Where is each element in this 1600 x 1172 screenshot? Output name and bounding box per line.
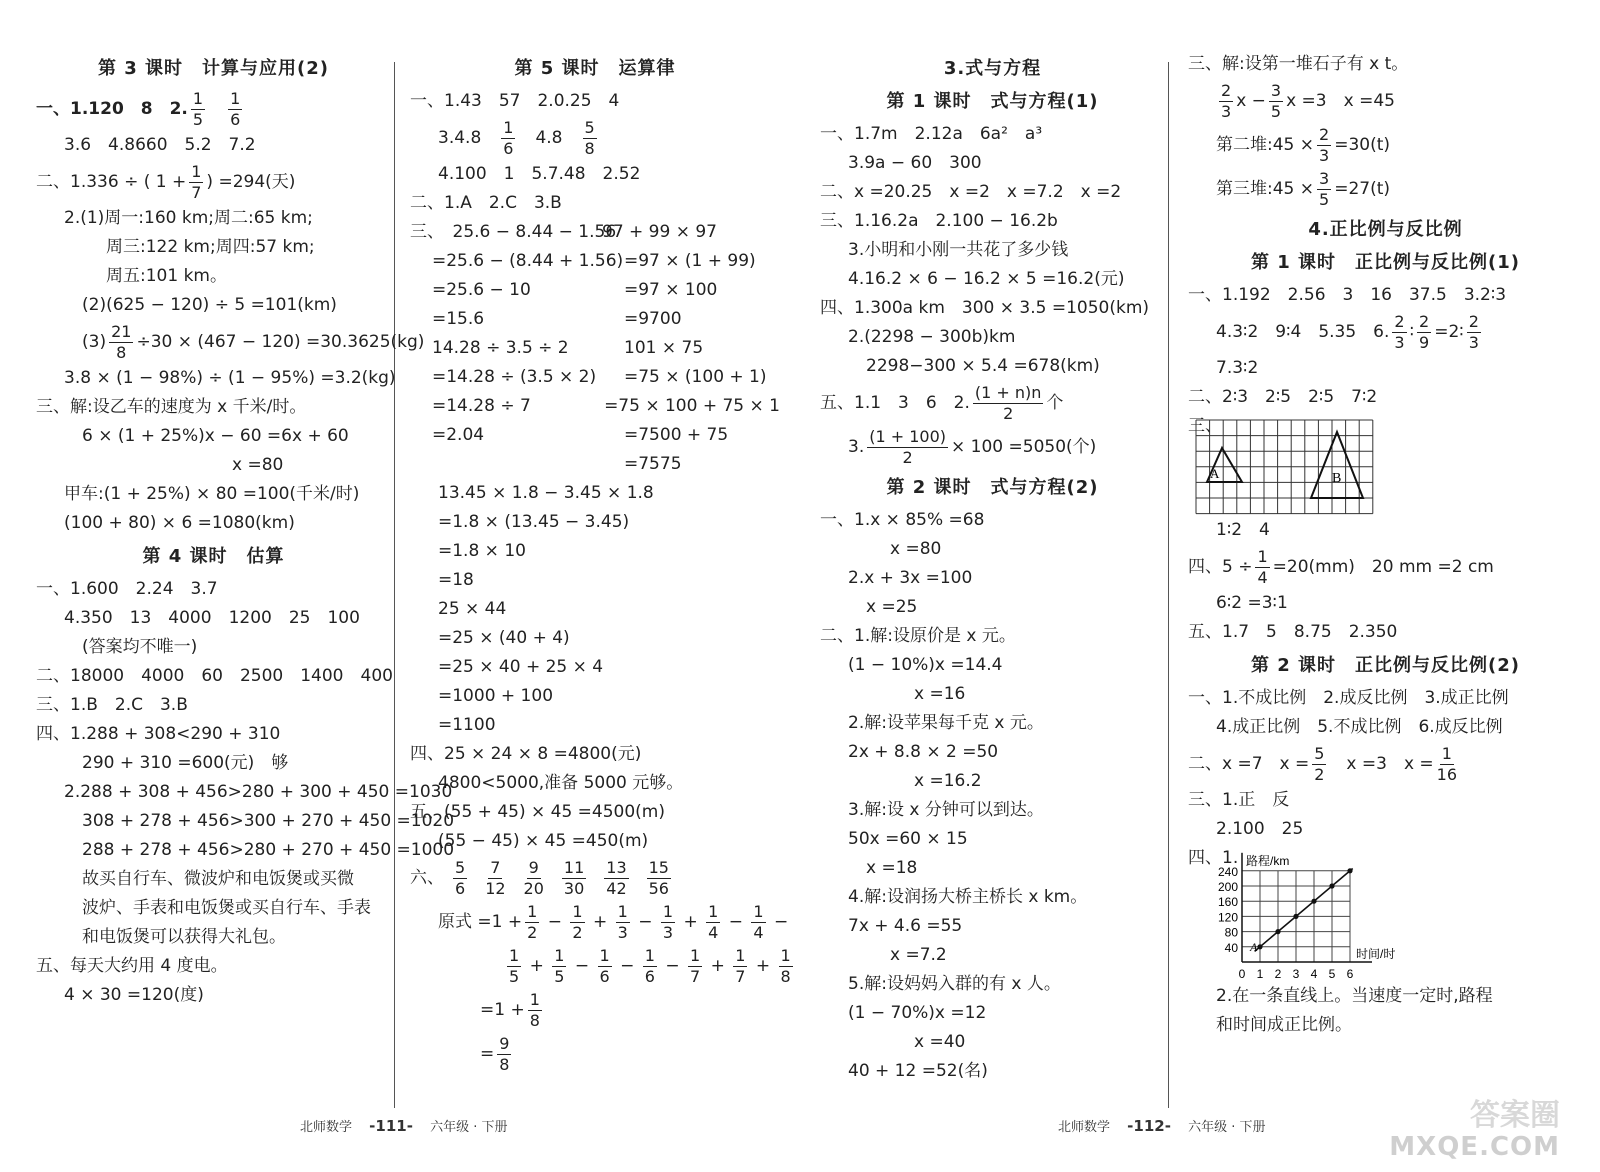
fraction: $\frac{1}{6}$ — [599, 945, 610, 986]
fraction: $\frac{7}{12}$ — [485, 857, 506, 898]
answer-line: 四、5 ÷ $\frac{1}{4}$ =20(mm) 20 mm =2 cm — [1188, 546, 1494, 587]
y-tick-label: 240 — [1217, 864, 1238, 879]
answer-line: 二、1.336 ÷ ( 1 + $\frac{1}{7}$ ) =294(天) — [36, 161, 296, 202]
fraction: $\frac{9}{20}$ — [523, 857, 544, 898]
answer-line: 一、1.192 2.56 3 16 37.5 3.2∶3 — [1188, 285, 1507, 305]
answer-line: 3.解:设 x 分钟可以到达。 — [848, 800, 1044, 820]
answer-line: 7x + 4.6 =55 — [848, 916, 963, 936]
data-point — [1257, 944, 1262, 949]
answer-line: 一、1.7m 2.12a 6a² a³ — [820, 124, 1043, 144]
page-footer-left — [300, 1116, 507, 1135]
x-tick-label: 6 — [1346, 967, 1354, 981]
answer-line: 2.100 25 — [1216, 819, 1304, 839]
answer-line: 3.8 × (1 − 98%) ÷ (1 − 95%) =3.2(kg) — [64, 368, 396, 388]
answer-line: 4.成正比例 5.不成比例 6.成反比例 — [1216, 717, 1503, 737]
answer-line: x =18 — [866, 858, 918, 878]
answer-line: =25 × 40 + 25 × 4 — [438, 657, 604, 677]
section-heading: 第 2 课时 正比例与反比例(2) — [1250, 655, 1521, 676]
answer-line: 2.(1)周一:160 km;周二:65 km; — [64, 208, 313, 228]
answer-line: 三、解:设乙车的速度为 x 千米/时。 — [36, 397, 307, 417]
answer-line: =1.8 × 10 — [438, 541, 526, 561]
calc-left — [410, 450, 624, 479]
answer-line: 原式 =1 + $\frac{1}{2}$ − $\frac{1}{2}$ + $\frac{1}{3}$ − $\frac{1}{3}$ + $\frac{1}{4}$ − $\frac{1}{4}$ − — [438, 901, 789, 942]
calc-row — [410, 392, 780, 421]
answer-line: 4 × 30 =120(度) — [64, 985, 204, 1005]
fraction: $\frac{1}{2}$ — [572, 901, 583, 942]
y-axis-label: 路程/km — [1246, 853, 1290, 868]
answer-line: 4.350 13 4000 1200 25 100 — [64, 608, 360, 628]
answer-line: 二、1.A 2.C 3.B — [410, 193, 562, 213]
calc-row — [410, 450, 780, 479]
answer-line: 四、1.300a km 300 × 3.5 =1050(km) — [820, 298, 1150, 318]
section-heading: 第 1 课时 正比例与反比例(1) — [1250, 252, 1521, 273]
calc-left: =25.6 − (8.44 + 1.56) — [432, 251, 624, 271]
answer-line: 三、1.16.2a 2.100 − 16.2b — [820, 211, 1058, 231]
calc-right: =7500 + 75 — [624, 425, 729, 445]
fraction: $\frac{1}{3}$ — [662, 901, 674, 942]
footer-grade: 六年级 · 下册 — [430, 1120, 508, 1135]
answer-line: 4.16.2 × 6 − 16.2 × 5 =16.2(元) — [848, 269, 1125, 289]
fraction: $\frac{1}{7}$ — [735, 945, 746, 986]
calc-right: 97 + 99 × 97 — [602, 222, 717, 242]
calculation-grid — [410, 218, 780, 479]
answer-line: (答案均不唯一) — [82, 637, 198, 657]
answer-line: 五、(55 + 45) × 45 =4500(m) — [410, 802, 665, 822]
chapter-heading: 3.式与方程 — [943, 58, 1042, 79]
answer-line: 2.解:设苹果每千克 x 元。 — [848, 713, 1044, 733]
answer-line: 4800<5000,准备 5000 元够。 — [438, 773, 684, 793]
data-point — [1293, 914, 1298, 919]
line-chart-question: 四、1. 240 200 160 120 80 40 0 1 2 3 4 5 6 路程/km 时间/时 A — [1188, 844, 1583, 982]
answer-line: 第三堆:45 × $\frac{3}{5}$ =27(t) — [1216, 168, 1391, 209]
section-heading: 第 3 课时 计算与应用(2) — [97, 58, 330, 79]
answer-line: 一、1.不成比例 2.成反比例 3.成正比例 — [1188, 688, 1509, 708]
column-divider — [394, 62, 395, 1108]
calc-right: =75 × 100 + 75 × 1 — [604, 396, 780, 416]
x-tick-label: 5 — [1328, 967, 1336, 981]
triangle-grid-question: 三、 A B — [1188, 412, 1583, 516]
answer-line: 和电饭煲可以获得大礼包。 — [82, 927, 286, 947]
x-axis-label: 时间/时 — [1356, 947, 1396, 961]
answer-line: 五、1.7 5 8.75 2.350 — [1188, 622, 1398, 642]
y-tick-label: 160 — [1217, 895, 1238, 910]
fraction: $\frac{1}{4}$ — [708, 901, 719, 942]
answer-line: (3) $\frac{21}{8}$ ÷30 × (467 − 120) =30.3625(kg) — [82, 321, 425, 362]
answer-line: 4.3∶2 9∶4 5.35 6. $\frac{2}{3}$ ∶ $\frac{2}{9}$ =2∶ $\frac{2}{3}$ — [1216, 311, 1479, 352]
answer-line: 六、 $\frac{5}{6}$ $\frac{7}{12}$ $\frac{9}{20}$ $\frac{11}{30}$ $\frac{13}{42}$ $\frac{15}{56}$ — [410, 857, 669, 898]
fraction: $\frac{1}{5}$ — [509, 945, 520, 986]
y-tick-label: 120 — [1217, 910, 1238, 925]
answer-line — [410, 944, 791, 988]
answer-line: 2298−300 × 5.4 =678(km) — [866, 356, 1100, 376]
triangle-grid — [1192, 416, 1378, 516]
fraction: $\frac{1}{2}$ — [527, 901, 538, 942]
chapter-heading: 4.正比例与反比例 — [1308, 219, 1463, 240]
triangle-b-label: B — [1332, 471, 1342, 486]
answer-line: 二、1.解:设原价是 x 元。 — [820, 626, 1016, 646]
x-tick-label: 0 — [1238, 967, 1246, 981]
y-tick-label: 40 — [1224, 940, 1238, 955]
answer-line: 2.x + 3x =100 — [848, 568, 973, 588]
triangle-a-label: A — [1210, 466, 1220, 481]
column-divider — [1168, 62, 1169, 1108]
answer-line: x =80 — [232, 455, 284, 475]
calc-left: =14.28 ÷ 7 — [432, 396, 531, 416]
calc-right: =97 × (1 + 99) — [624, 251, 756, 271]
data-point — [1311, 899, 1316, 904]
data-point — [1275, 929, 1280, 934]
answer-line: x =7.2 — [890, 945, 947, 965]
answer-line: 4.解:设润扬大桥主桥长 x km。 — [848, 887, 1088, 907]
answer-line: 故买自行车、微波炉和电饭煲或买微 — [82, 869, 354, 889]
data-point — [1329, 883, 1334, 888]
answer-line: 13.45 × 1.8 − 3.45 × 1.8 — [438, 483, 654, 503]
footer-subject: 北师数学 — [1058, 1120, 1111, 1135]
calc-row — [410, 305, 780, 334]
operator: − — [569, 956, 595, 976]
answer-line: 甲车:(1 + 25%) × 80 =100(千米/时) — [64, 484, 360, 504]
point-label: A — [1250, 939, 1258, 954]
calc-left: =2.04 — [432, 425, 485, 445]
footer-grade: 六年级 · 下册 — [1188, 1120, 1266, 1135]
distance-time-chart — [1196, 846, 1446, 982]
calc-left: 14.28 ÷ 3.5 ÷ 2 — [432, 338, 569, 358]
fraction: $\frac{1}{8}$ — [780, 945, 791, 986]
answer-line: $\frac{2}{3}$ x − $\frac{3}{5}$ x =3 x =45 — [1221, 80, 1395, 121]
answer-line: (2)(625 − 120) ÷ 5 =101(km) — [82, 295, 337, 315]
answer-line: 三、1.B 2.C 3.B — [36, 695, 188, 715]
answer-column-4 — [1188, 50, 1583, 1040]
answer-line: 40 + 12 =52(名) — [848, 1061, 988, 1081]
answer-line: 2.(2298 − 300b)km — [848, 327, 1016, 347]
answer-line: 四、25 × 24 × 8 =4800(元) — [410, 744, 642, 764]
answer-line: 5.解:设妈妈入群的有 x 人。 — [848, 974, 1061, 994]
x-tick-label: 3 — [1292, 967, 1300, 981]
answer-line: 50x =60 × 15 — [848, 829, 968, 849]
answer-line: =18 — [438, 570, 474, 590]
answer-line: 288 + 278 + 456>280 + 270 + 450 =1000 — [82, 840, 455, 860]
answer-line: x =80 — [890, 539, 942, 559]
answer-line: 和时间成正比例。 — [1216, 1015, 1352, 1035]
calc-right: =7575 — [624, 454, 682, 474]
answer-line: 3.4.8 $\frac{1}{6}$ 4.8 $\frac{5}{8}$ — [438, 117, 595, 158]
answer-line: 6 × (1 + 25%)x − 60 =6x + 60 — [82, 426, 349, 446]
x-tick-label: 2 — [1274, 967, 1282, 981]
operator: − — [614, 956, 640, 976]
answer-line: 7.3∶2 — [1216, 358, 1259, 378]
calc-right: 101 × 75 — [624, 338, 704, 358]
calc-row — [410, 218, 780, 247]
answer-line: = $\frac{9}{8}$ — [480, 1033, 510, 1074]
operator: + — [678, 912, 704, 932]
calc-row — [410, 247, 780, 276]
answer-line: (55 − 45) × 45 =450(m) — [438, 831, 649, 851]
operator: − — [659, 956, 685, 976]
section-heading: 第 5 课时 运算律 — [514, 58, 676, 79]
answer-line: 1∶2 4 — [1216, 520, 1270, 540]
calc-left: =14.28 ÷ (3.5 × 2) — [432, 367, 597, 387]
calc-row — [410, 363, 780, 392]
answer-line: x =25 — [866, 597, 918, 617]
footer-subject: 北师数学 — [300, 1120, 353, 1135]
answer-line: 周五:101 km。 — [106, 266, 227, 286]
section-heading: 第 4 课时 估算 — [142, 546, 285, 567]
answer-line: =1000 + 100 — [438, 686, 554, 706]
section-heading: 第 2 课时 式与方程(2) — [886, 477, 1099, 498]
answer-line: 一、1.x × 85% =68 — [820, 510, 985, 530]
answer-line: x =40 — [914, 1032, 966, 1052]
answer-column-3 — [820, 50, 1165, 1086]
answer-line: 二、x =7 x = $\frac{5}{2}$ x =3 x = $\frac{1}{16}$ — [1188, 743, 1458, 784]
calc-left: 三、 25.6 − 8.44 − 1.56 — [410, 222, 617, 242]
operator: + — [705, 956, 731, 976]
x-tick-label: 1 — [1256, 967, 1264, 981]
calc-right: =9700 — [624, 309, 682, 329]
answer-line: 三、1.正 反 — [1188, 790, 1290, 810]
answer-line: 3.小明和小刚一共花了多少钱 — [848, 240, 1069, 260]
operator: − — [632, 912, 658, 932]
answer-line: (1 − 10%)x =14.4 — [848, 655, 1003, 675]
answer-line: 290 + 310 =600(元) 够 — [82, 753, 289, 773]
data-point — [1347, 868, 1352, 873]
fraction: $\frac{1}{5}$ — [554, 945, 565, 986]
answer-line: 2.在一条直线上。当速度一定时,路程 — [1216, 986, 1493, 1006]
answer-line: =25 × (40 + 4) — [438, 628, 570, 648]
fraction: $\frac{1}{6}$ — [644, 945, 655, 986]
x-tick-label: 4 — [1310, 967, 1318, 981]
answer-line: 四、1.288 + 308<290 + 310 — [36, 724, 281, 744]
fraction: $\frac{1}{7}$ — [690, 945, 701, 986]
operator: + — [587, 912, 613, 932]
answer-line: 308 + 278 + 456>300 + 270 + 450 =1020 — [82, 811, 455, 831]
answer-column-1 — [36, 50, 455, 1010]
answer-line: 一、1.43 57 2.0.25 4 — [410, 91, 620, 111]
answer-line: 三、解:设第一堆石子有 x t。 — [1188, 54, 1409, 74]
answer-line: 第二堆:45 × $\frac{2}{3}$ =30(t) — [1216, 124, 1391, 165]
answer-line: 五、每天大约用 4 度电。 — [36, 956, 228, 976]
answer-line: (1 − 70%)x =12 — [848, 1003, 987, 1023]
answer-line: 2x + 8.8 × 2 =50 — [848, 742, 999, 762]
answer-line: 一、1.600 2.24 3.7 — [36, 579, 218, 599]
answer-line: 25 × 44 — [438, 599, 507, 619]
fraction: $\frac{13}{42}$ — [606, 857, 627, 898]
operator: − — [542, 912, 568, 932]
page-footer-right — [1058, 1116, 1265, 1135]
calc-left: =25.6 − 10 — [432, 280, 531, 300]
y-tick-label: 80 — [1224, 925, 1238, 940]
answer-line: =1 + $\frac{1}{8}$ — [480, 989, 540, 1030]
answer-line: 2.288 + 308 + 456>280 + 300 + 450 =1030 — [64, 782, 453, 802]
operator: − — [768, 912, 789, 932]
calc-left: =15.6 — [432, 309, 485, 329]
operator: − — [723, 912, 749, 932]
answer-line: 3.9a − 60 300 — [848, 153, 982, 173]
answer-line: 波炉、手表和电饭煲或买自行车、手表 — [82, 898, 371, 918]
answer-line: 周三:122 km;周四:57 km; — [106, 237, 315, 257]
answer-line: (100 + 80) × 6 =1080(km) — [64, 513, 295, 533]
fraction: $\frac{1}{4}$ — [753, 901, 764, 942]
operator: + — [524, 956, 550, 976]
y-tick-label: 200 — [1217, 880, 1238, 894]
calc-row — [410, 276, 780, 305]
answer-line: 二、x =20.25 x =2 x =7.2 x =2 — [820, 182, 1122, 202]
series-line — [1255, 869, 1353, 952]
answer-line: x =16.2 — [914, 771, 982, 791]
answer-line: 二、18000 4000 60 2500 1400 400 — [36, 666, 393, 686]
answer-line: x =16 — [914, 684, 966, 704]
page-number: -111- — [369, 1117, 413, 1135]
watermark-logo: 答案圈 — [1470, 1098, 1560, 1133]
calc-row — [410, 421, 780, 450]
watermark-url: MXQE.COM — [1389, 1132, 1560, 1162]
answer-column-2 — [410, 50, 791, 1076]
fraction: $\frac{15}{56}$ — [648, 857, 669, 898]
answer-line: =1100 — [438, 715, 496, 735]
answer-line: 4.100 1 5.7.48 2.52 — [438, 164, 641, 184]
fraction: $\frac{1}{3}$ — [617, 901, 628, 942]
answer-line: 6∶2 =3∶1 — [1216, 593, 1288, 613]
operator: + — [750, 956, 776, 976]
calc-row — [410, 334, 780, 363]
fraction: $\frac{11}{30}$ — [563, 857, 585, 898]
answer-line: 五、1.1 3 6 2. $\frac{(1 + n)n}{2}$ 个 — [820, 382, 1064, 423]
page-number: -112- — [1127, 1117, 1171, 1135]
calc-right: =75 × (100 + 1) — [624, 367, 767, 387]
answer-line: 二、2∶3 2∶5 2∶5 7∶2 — [1188, 387, 1378, 407]
calc-right: =97 × 100 — [624, 280, 718, 300]
answer-line: =1.8 × (13.45 − 3.45) — [438, 512, 630, 532]
answer-line: 3.6 4.8660 5.2 7.2 — [64, 135, 256, 155]
answer-line: 3. $\frac{(1 + 100)}{2}$ × 100 =5050(个) — [848, 426, 1097, 467]
section-heading: 第 1 课时 式与方程(1) — [886, 91, 1099, 112]
answer-line: 一、1.120 8 2. $\frac{1}{5}$ $\frac{1}{6}$ — [36, 88, 241, 129]
fraction: $\frac{5}{6}$ — [455, 857, 466, 898]
